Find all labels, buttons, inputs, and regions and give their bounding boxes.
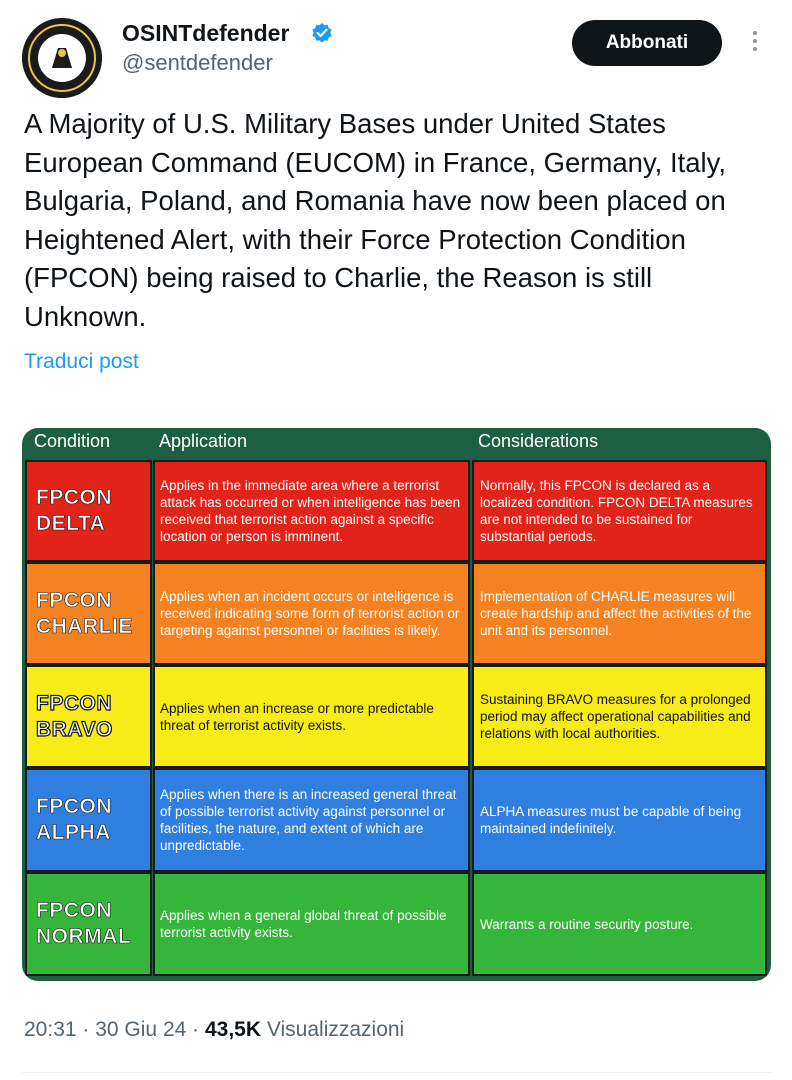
considerations-text: Warrants a routine security posture. bbox=[480, 916, 694, 932]
considerations-cell bbox=[472, 768, 767, 872]
considerations-cell bbox=[472, 562, 767, 665]
osintdefender-logo-icon bbox=[22, 18, 102, 98]
condition-line2: DELTA bbox=[36, 512, 106, 535]
header-condition: Condition bbox=[34, 431, 111, 451]
condition-cell bbox=[25, 665, 152, 768]
application-cell bbox=[153, 665, 470, 768]
subscribe-button[interactable]: Abbonati bbox=[572, 20, 722, 66]
condition-cell bbox=[25, 872, 152, 976]
condition-cell bbox=[25, 768, 152, 872]
table-row-bravo bbox=[22, 665, 771, 768]
considerations-cell bbox=[472, 872, 767, 976]
application-text: Applies in the immediate area where a terrorist attack has occurred or when intelligence has been received that terrorist action against a specific location or person is imminent. bbox=[160, 478, 461, 544]
post-date[interactable]: 30 Giu 24 bbox=[95, 1018, 187, 1041]
views-count: 43,5K bbox=[204, 1018, 262, 1041]
condition-line2: CHARLIE bbox=[36, 614, 133, 638]
condition-line1: FPCON bbox=[36, 795, 112, 818]
considerations-text: Normally, this FPCON is declared as a localized condition. FPCON DELTA measures are not intended to be sustained for substantial periods. bbox=[480, 478, 753, 544]
considerations-text: Implementation of CHARLIE measures will create hardship and affect the activities of the unit and its personnel. bbox=[480, 589, 752, 638]
considerations-cell bbox=[472, 665, 767, 768]
condition-line2: NORMAL bbox=[36, 925, 132, 948]
condition-line1: FPCON bbox=[36, 691, 112, 715]
application-cell bbox=[153, 460, 470, 562]
verified-badge-icon bbox=[311, 22, 333, 44]
table-header bbox=[22, 428, 771, 460]
post-meta bbox=[24, 1018, 404, 1042]
divider bbox=[22, 1072, 772, 1073]
condition-line2: ALPHA bbox=[36, 821, 111, 844]
application-text: Applies when an increase or more predictable threat of terrorist activity exists. bbox=[160, 700, 434, 733]
table-row-charlie bbox=[22, 562, 771, 665]
considerations-text: Sustaining BRAVO measures for a prolonged period may affect operational capabilities and relations with local authorities. bbox=[480, 692, 751, 741]
more-vertical-icon[interactable] bbox=[745, 28, 765, 58]
author-avatar[interactable] bbox=[22, 18, 102, 98]
application-cell bbox=[153, 872, 470, 976]
table-row-alpha bbox=[22, 768, 771, 872]
post-text: A Majority of U.S. Military Bases under United States European Command (EUCOM) in France, Germany, Italy, Bulgaria, Poland, and Romania have now been placed on Heightened Alert, with their Force Protection Condition (FPCON) being raised to Charlie, the Reason is still Unknown. bbox=[24, 108, 726, 332]
author-handle[interactable]: @sentdefender bbox=[122, 50, 273, 75]
application-cell bbox=[153, 768, 470, 872]
condition-line1: FPCON bbox=[36, 486, 112, 509]
fpcon-table-image[interactable] bbox=[22, 428, 771, 981]
table-row-delta bbox=[22, 460, 771, 562]
condition-cell bbox=[25, 460, 152, 562]
author-name[interactable]: OSINTdefender bbox=[122, 20, 290, 46]
post-header bbox=[0, 0, 792, 100]
views-label: Visualizzazioni bbox=[266, 1018, 405, 1041]
application-text: Applies when there is an increased general threat of possible terrorist activity against personnel or facilities, the nature, and extent of which are unpredictable. bbox=[160, 787, 457, 853]
application-cell bbox=[153, 562, 470, 665]
table-row-normal bbox=[22, 872, 771, 976]
separator-dot: · bbox=[192, 1018, 205, 1041]
header-application: Application bbox=[159, 431, 248, 451]
translate-post-link[interactable]: Traduci post bbox=[24, 350, 139, 373]
condition-cell bbox=[25, 562, 152, 665]
post-time[interactable]: 20:31 bbox=[24, 1018, 77, 1041]
application-text: Applies when an incident occurs or intelligence is received indicating some form of terrorist action or targeting against personnel or facilities is likely. bbox=[160, 589, 460, 638]
header-considerations: Considerations bbox=[478, 431, 599, 451]
condition-line2: BRAVO bbox=[36, 717, 113, 741]
considerations-text: ALPHA measures must be capable of being maintained indefinitely. bbox=[480, 804, 742, 836]
considerations-cell bbox=[472, 460, 767, 562]
separator-dot: · bbox=[82, 1018, 96, 1041]
condition-line1: FPCON bbox=[36, 588, 112, 612]
application-text: Applies when a general global threat of possible terrorist activity exists. bbox=[160, 908, 447, 940]
condition-line1: FPCON bbox=[36, 899, 112, 922]
